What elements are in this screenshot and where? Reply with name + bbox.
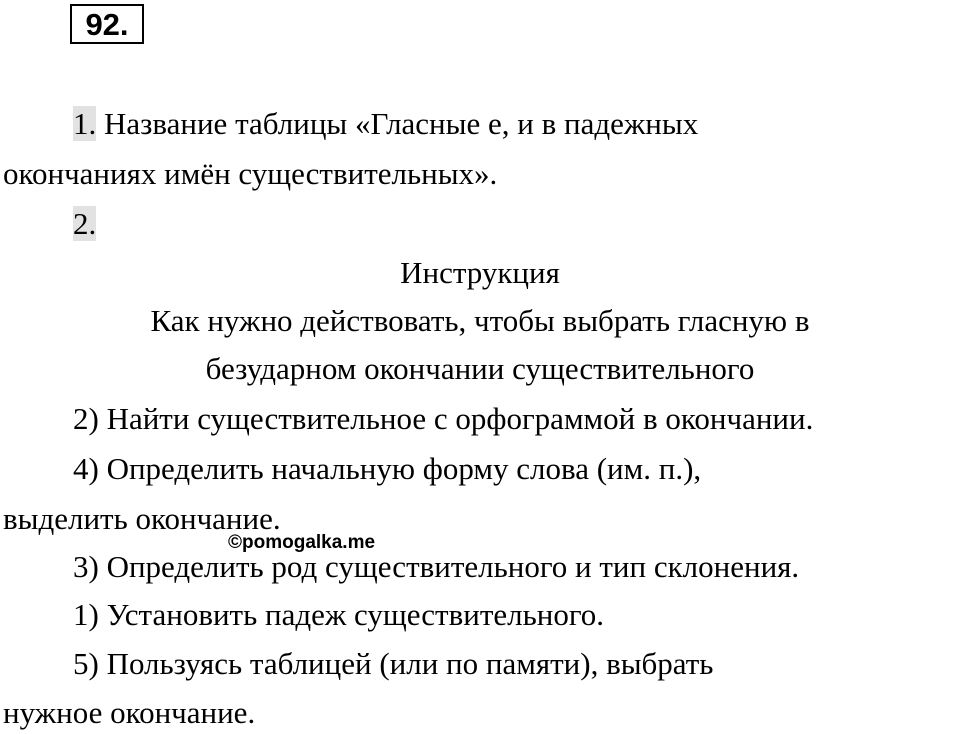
step-line: 4) Определить начальную форму слова (им. п.), [73, 451, 702, 486]
instruction-subtitle-line-2: безударном окончании существительного [205, 351, 755, 386]
step-line: 1) Установить падеж существительного. [73, 597, 605, 632]
step-line-continuation: нужное окончание. [3, 695, 256, 730]
item-1-text: Название таблицы «Гласные е, и в падежных [96, 106, 699, 141]
item-1-line-2: окончаниях имён существительных». [3, 156, 498, 191]
step-line-continuation: выделить окончание. [3, 501, 281, 536]
task-number: 92. [70, 4, 144, 44]
item-2-marker: 2. [73, 206, 97, 241]
item-1-marker: 1. [73, 106, 97, 141]
step-line: 5) Пользуясь таблицей (или по памяти), выбрать [73, 646, 714, 681]
item-2-line [73, 205, 96, 243]
instruction-subtitle-line-1: Как нужно действовать, чтобы выбрать гласную в [150, 303, 810, 338]
watermark: ©pomogalka.me [228, 532, 376, 553]
step-line: 3) Определить род существительного и тип склонения. [73, 549, 800, 584]
step-line: 2) Найти существительное с орфограммой в окончании. [73, 401, 814, 436]
item-1-line-1 [73, 105, 698, 143]
instruction-title: Инструкция [400, 255, 560, 290]
